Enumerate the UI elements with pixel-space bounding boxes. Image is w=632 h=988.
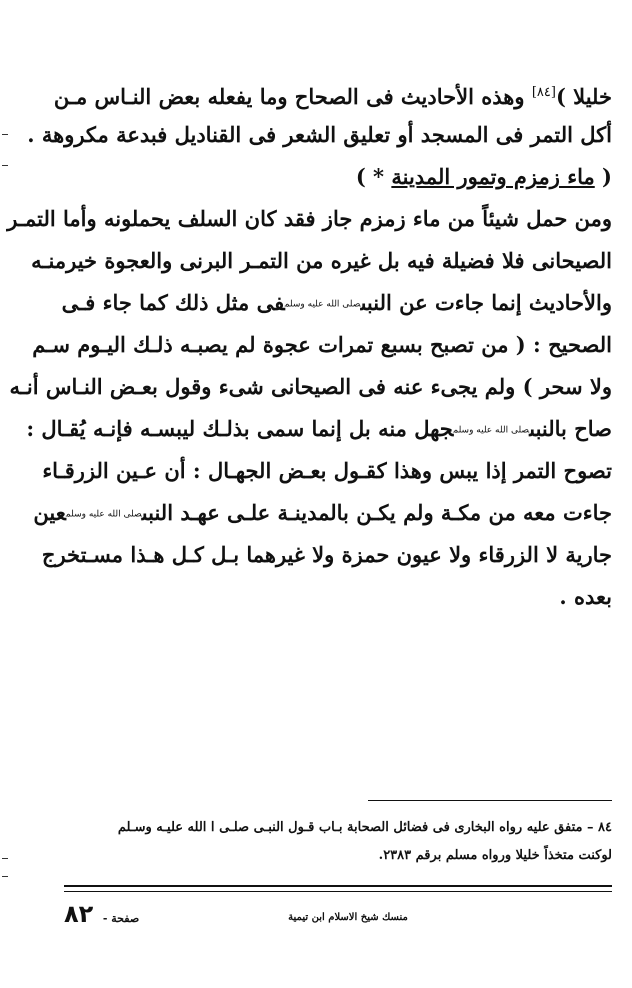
text-line	[61, 282, 612, 324]
text-line: أكل التمر فى المسجد أو تعليق الشعر فى القناديل فبدعة مكروهة .	[27, 122, 612, 147]
text-run: جاءت معه من مكـة ولم يكـن بالمدينـة علـى عهـد النبى	[141, 500, 612, 525]
margin-mark	[2, 165, 8, 166]
text-run: خليلا )	[555, 84, 612, 109]
text-line: بعده .	[559, 584, 612, 609]
running-footer-title: منسك شيخ الاسلام ابن تيمية	[288, 912, 408, 923]
text-run: جهل منه بل إنما سمى بذلـك ليبسـه فإنـه يُقـال :	[26, 416, 454, 441]
heading-paren: (	[594, 164, 612, 189]
footnote	[66, 814, 612, 870]
text-run: عين	[33, 500, 66, 525]
heading-paren: )	[355, 164, 366, 189]
footnote-line: لوكنت متخذاً خليلا ورواه مسلم برقم ٢٣٨٣.	[378, 848, 612, 863]
page-number: ٨٢	[64, 900, 94, 928]
text-line	[26, 408, 612, 450]
text-line	[33, 492, 612, 534]
honorific-glyph: صلى الله عليه وسلم	[453, 425, 530, 436]
text-run: صاح بالنبى	[529, 416, 612, 441]
text-line: ومن حمل شيئاً من ماء زمزم جاز فقد كان السلف يحملونه وأما التمـر	[7, 206, 612, 231]
footnote-reference[interactable]: [٨٤]	[531, 85, 556, 100]
main-text	[7, 72, 612, 618]
margin-mark	[2, 134, 8, 135]
text-line: الصحيح : ( من تصبح بسبع تمرات عجوة لم يصبـه ذلـك اليـوم سـم	[32, 332, 612, 357]
footer-rule-thin	[64, 891, 612, 892]
text-line	[53, 72, 612, 114]
footer-rule-thick	[64, 885, 612, 887]
text-run: وهذه الأحاديث فى الصحاح وما يفعله بعض النـاس مـن	[53, 84, 532, 109]
honorific-glyph: صلى الله عليه وسلم	[284, 299, 361, 310]
honorific-glyph: صلى الله عليه وسلم	[65, 509, 142, 520]
text-line: تصوح التمر إذا يبس وهذا كقـول بعـض الجهـال : أن عـين الزرقـاء	[42, 458, 612, 483]
heading-star: *	[365, 164, 392, 189]
heading-title: ماء زمزم وتمور المدينة	[391, 164, 595, 189]
text-run: فى مثل ذلك كما جاء فـى	[61, 290, 285, 315]
margin-mark	[2, 876, 8, 877]
footnote-separator	[368, 800, 612, 801]
text-line: جارية لا الزرقاء ولا عيون حمزة ولا غيرهما بـل كـل هـذا مسـتخرج	[41, 542, 612, 567]
section-heading	[64, 156, 612, 198]
text-run: والأحاديث إنما جاءت عن النبى	[360, 290, 612, 315]
footnote-line: ٨٤ – متفق عليه رواه البخارى فى فضائل الصحابة بـاب قـول النبـى صلـى ا الله عليـه وسـلم	[117, 820, 612, 835]
margin-mark	[2, 858, 8, 859]
text-line: ولا سحر ) ولم يجىء عنه فى الصيحانى شىء وقول بعـض النـاس أنـه	[9, 374, 612, 399]
text-line: الصيحانى فلا فضيلة فيه بل غيره من التمـر البرنى والعجوة خيرمنـه	[31, 248, 612, 273]
page-label: صفحة -	[102, 912, 140, 925]
page-number-block	[64, 900, 139, 928]
